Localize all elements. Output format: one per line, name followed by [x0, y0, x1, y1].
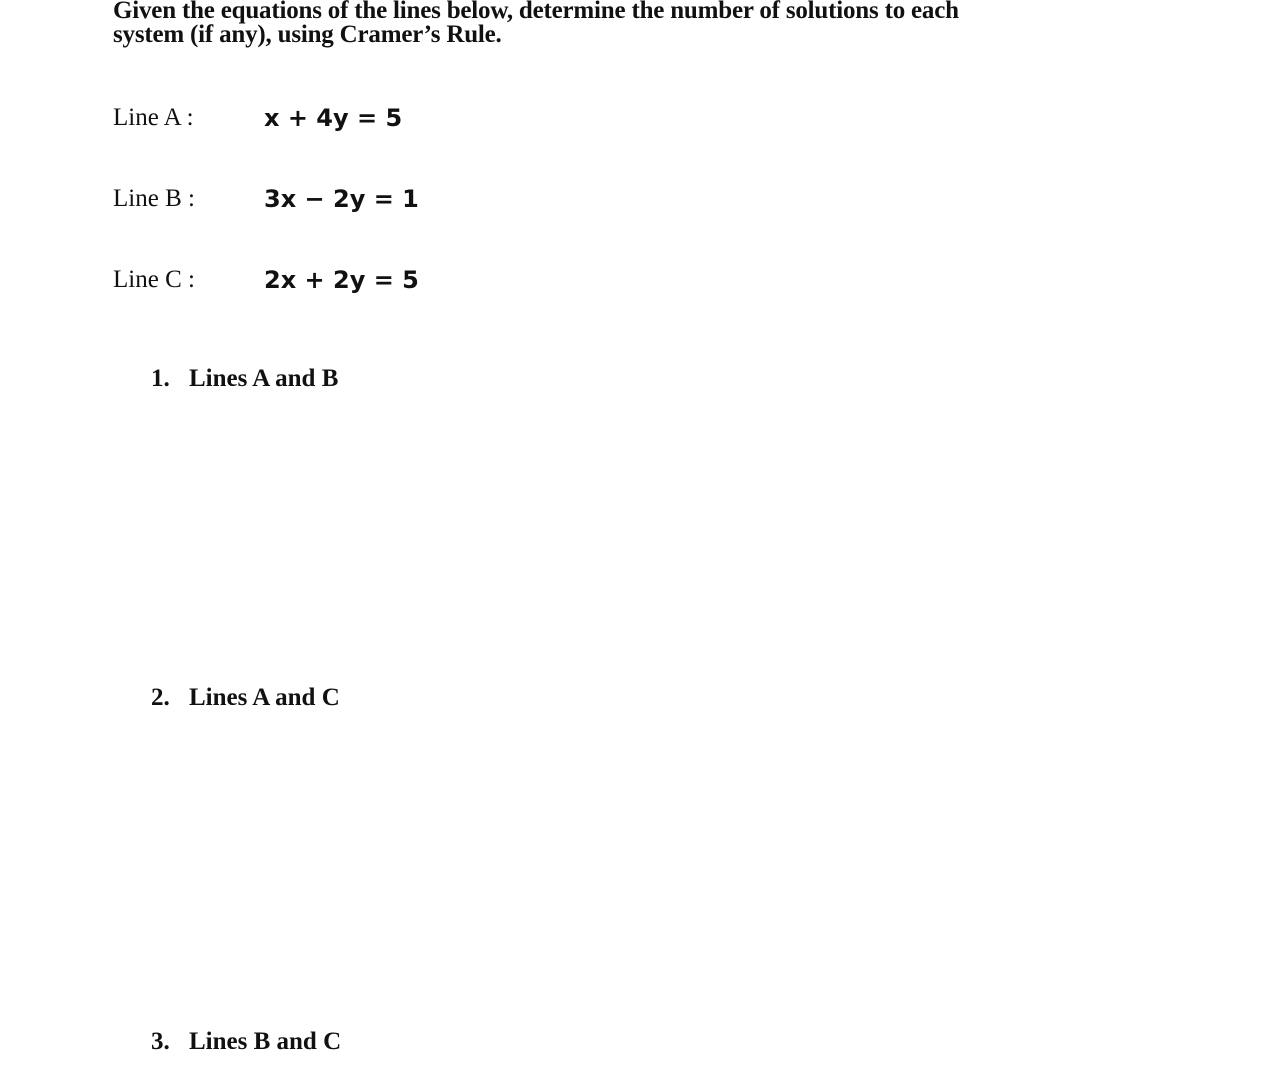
line-b-equation: 3x − 2y = 1	[264, 185, 419, 213]
line-c-row	[113, 263, 513, 297]
line-a-row	[113, 101, 513, 135]
question-3-text: Lines B and C	[189, 1028, 342, 1055]
question-1-number: 1.	[151, 365, 170, 392]
line-a-label: Line A :	[113, 104, 194, 131]
line-b-label: Line B :	[113, 185, 195, 212]
instructions-line-1: Given the equations of the lines below, determine the number of solutions to each	[113, 0, 959, 24]
question-1-text: Lines A and B	[189, 365, 339, 392]
instructions	[113, 0, 1173, 47]
question-2-number: 2.	[151, 684, 170, 711]
question-1	[151, 362, 338, 396]
line-a-equation: x + 4y = 5	[264, 104, 403, 132]
question-3	[151, 1025, 341, 1059]
line-b-row	[113, 182, 513, 216]
question-2-text: Lines A and C	[189, 684, 340, 711]
question-2	[151, 681, 340, 715]
question-3-number: 3.	[151, 1028, 170, 1055]
instructions-line-2: system (if any), using Cramer’s Rule.	[113, 21, 502, 48]
line-c-label: Line C :	[113, 266, 195, 293]
line-c-equation: 2x + 2y = 5	[264, 266, 419, 294]
